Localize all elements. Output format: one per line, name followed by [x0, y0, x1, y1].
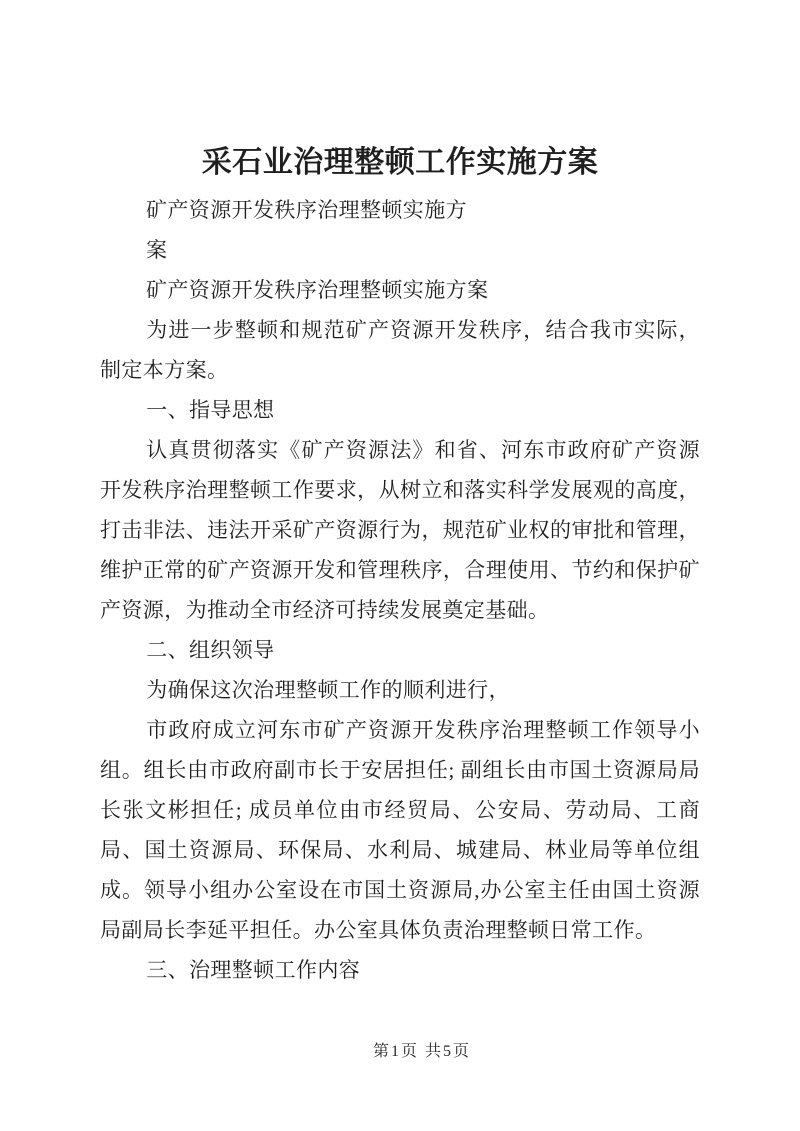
paragraph-guiding-ideology: 认真贯彻落实《矿产资源法》和省、河东市政府矿产资源开发秩序治理整顿工作要求，从树立和落实科学发展观的高度，打击非法、违法开采矿产资源行为，规范矿业权的审批和管理，维护正常的矿产资源开发和管理秩序，合理使用、节约和保护矿产资源，为推动全市经济可持续发展奠定基础。 [100, 438, 700, 622]
subtitle-line: 矿产资源开发秩序治理整顿实施方案 [146, 278, 489, 302]
section-heading-3: 三、治理整顿工作内容 [146, 958, 361, 982]
section-heading-1: 一、指导思想 [146, 398, 275, 422]
paragraph-intro: 为进一步整顿和规范矿产资源开发秩序，结合我市实际，制定本方案。 [100, 318, 700, 382]
subtitle-line-wrapped: 矿产资源开发秩序治理整顿实施方案 [146, 198, 467, 262]
page-footer [0, 1032, 800, 1072]
page-number-label: 第1页 共5页 [372, 1043, 471, 1060]
paragraph-ensure-progress: 为确保这次治理整顿工作的顺利进行， [146, 678, 510, 702]
paragraph-leading-group: 市政府成立河东市矿产资源开发秩序治理整顿工作领导小组。组长由市政府副市长于安居担任; 副组长由市国土资源局局长张文彬担任; 成员单位由市经贸局、公安局、劳动局、工商局、国土资源局、环保局、水利局、城建局、林业局等单位组成。领导小组办公室设在市国土资源局,办公室主任由国土资源局副局长李延平担任。办公室具体负责治理整顿日常工作。 [100, 718, 700, 942]
document-content [100, 136, 700, 990]
document-title: 采石业治理整顿工作实施方案 [201, 146, 599, 179]
section-heading-2: 二、组织领导 [146, 638, 275, 662]
